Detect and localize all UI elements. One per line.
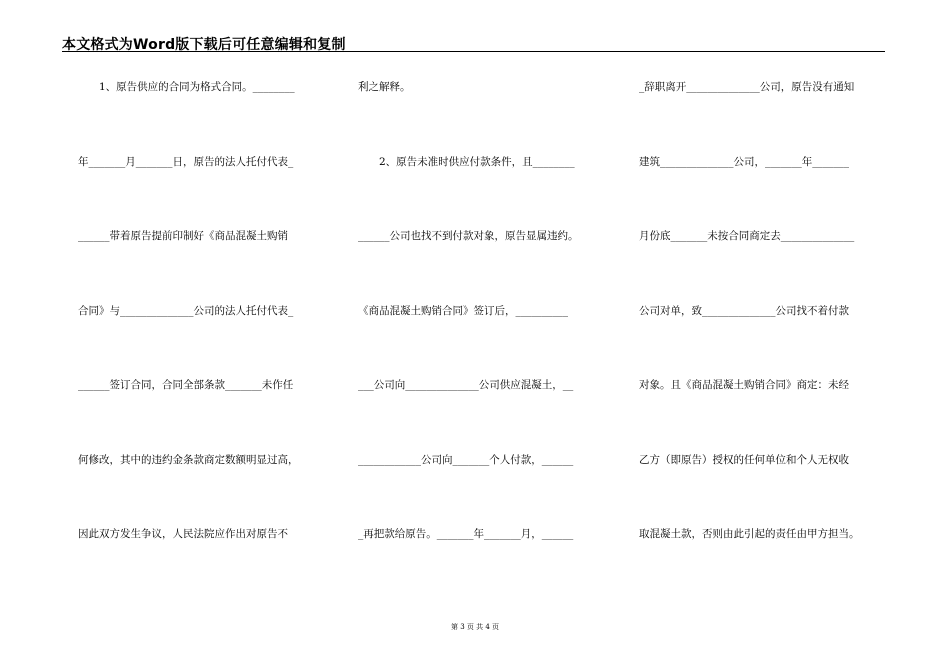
paragraph-line: 取混凝土款，否则由此引起的责任由甲方担当。 <box>639 528 860 540</box>
paragraph-line: 年_______月_______日，原告的法人托付代表_ <box>78 156 294 168</box>
paragraph-line: ____________公司向_______个人付款，______ <box>358 454 574 466</box>
paragraph-line: 建筑______________公司，_______年_______ <box>639 156 849 168</box>
document-header: 本文格式为Word版下载后可任意编辑和复制 <box>62 37 346 53</box>
paragraph-line: 何修改，其中的违约金条款商定数额明显过高， <box>78 454 299 466</box>
paragraph-line: ______公司也找不到付款对象，原告显属违约。 <box>358 230 579 242</box>
paragraph-line: _再把款给原告。_______年_______月，______ <box>358 528 574 540</box>
paragraph-line: 《商品混凝土购销合同》签订后，__________ <box>358 305 568 317</box>
header-rule <box>62 51 885 52</box>
paragraph-line: 1、原告供应的合同为格式合同。________ <box>78 81 295 93</box>
paragraph-line: _辞职离开______________公司，原告没有通知 <box>639 81 855 93</box>
paragraph-line: 月份底_______未按合同商定去______________ <box>639 230 855 242</box>
paragraph-line: 2、原告未准时供应付款条件，且________ <box>358 156 575 168</box>
paragraph-line: 因此双方发生争议，人民法院应作出对原告不 <box>78 528 288 540</box>
paragraph-line: ___公司向______________公司供应混凝土，__ <box>358 379 574 391</box>
paragraph-line: 乙方（即原告）授权的任何单位和个人无权收 <box>639 454 849 466</box>
paragraph-line: 公司对单，致______________公司找不着付款 <box>639 305 849 317</box>
paragraph-line: ______带着原告提前印制好《商品混凝土购销 <box>78 230 288 242</box>
paragraph-line: 合同》与______________公司的法人托付代表_ <box>78 305 294 317</box>
page-number: 第 3 页 共 4 页 <box>450 623 500 631</box>
paragraph-line: 利之解释。 <box>358 81 411 93</box>
paragraph-line: 对象。且《商品混凝土购销合同》商定：未经 <box>639 379 849 391</box>
paragraph-line: ______签订合同，合同全部条款_______未作任 <box>78 379 294 391</box>
